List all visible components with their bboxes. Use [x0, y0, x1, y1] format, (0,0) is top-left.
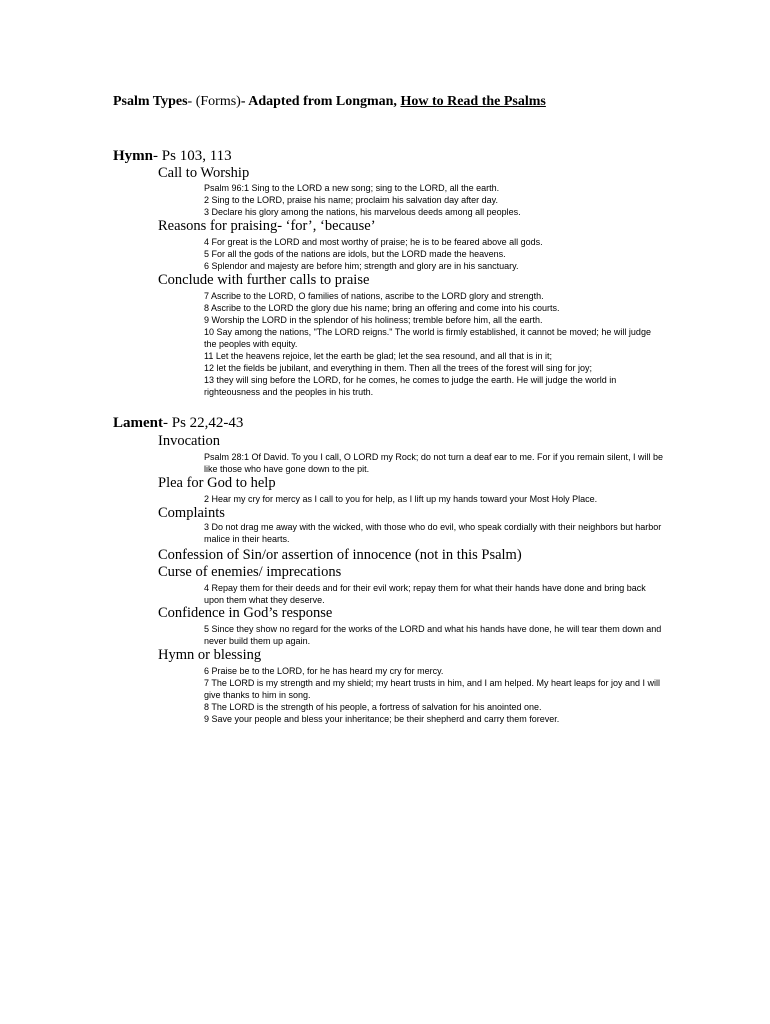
verse-text: [204, 182, 664, 218]
verse-line: 2 Sing to the LORD, praise his name; proclaim his salvation day after day.: [204, 195, 498, 205]
verse-line: Psalm 28:1 Of David. To you I call, O LORD my Rock; do not turn a deaf ear to me. For if you remain silent, I will be like those who have gone down to the pit.: [204, 452, 664, 474]
verse-line: 5 For all the gods of the nations are idols, but the LORD made the heavens.: [204, 249, 506, 259]
title-forms: (Forms): [195, 94, 241, 109]
lament-label: Lament: [113, 415, 163, 431]
verse-line: 4 Repay them for their deeds and for their evil work; repay them for what their hands have done and bring back upon them what they deserve.: [204, 583, 646, 605]
verse-text: [204, 521, 664, 545]
lament-section-heading: Confession of Sin/or assertion of innocence (not in this Psalm): [158, 547, 522, 563]
lament-refs: - Ps 22,42-43: [163, 415, 244, 431]
hymn-heading: [113, 148, 232, 165]
title-adapted: - Adapted from Longman,: [240, 94, 401, 109]
lament-section-heading: Invocation: [158, 433, 221, 449]
verse-line: 11 Let the heavens rejoice, let the earth be glad; let the sea resound, and all that is in it;: [204, 351, 553, 361]
verse-text: [204, 236, 664, 272]
verse-text: [204, 290, 664, 398]
verse-line: 4 For great is the LORD and most worthy of praise; he is to be feared above all gods.: [204, 237, 543, 247]
verse-line: 3 Declare his glory among the nations, his marvelous deeds among all peoples.: [204, 207, 521, 217]
verse-line: 13 they will sing before the LORD, for he comes, he comes to judge the earth. He will judge the world in righteousness and the peoples in his truth.: [204, 375, 617, 397]
document-title: [113, 94, 546, 110]
verse-text: [204, 665, 664, 725]
verse-line: 12 let the fields be jubilant, and everything in them. Then all the trees of the forest will sing for joy;: [204, 363, 593, 373]
verse-line: 9 Save your people and bless your inheritance; be their shepherd and carry them forever.: [204, 714, 560, 724]
verse-line: 9 Worship the LORD in the splendor of his holiness; tremble before him, all the earth.: [204, 315, 543, 325]
verse-line: 2 Hear my cry for mercy as I call to you for help, as I lift up my hands toward your Most Holy Place.: [204, 494, 598, 504]
lament-section-heading: Complaints: [158, 505, 225, 521]
verse-text: [204, 451, 664, 475]
hymn-section-heading: Conclude with further calls to praise: [158, 272, 370, 288]
verse-line: 7 Ascribe to the LORD, O families of nations, ascribe to the LORD glory and strength.: [204, 291, 544, 301]
lament-section-heading: Confidence in God’s response: [158, 605, 333, 621]
verse-line: 5 Since they show no regard for the works of the LORD and what his hands have done, he will tear them down and never build them up again.: [204, 624, 662, 646]
hymn-label: Hymn: [113, 148, 154, 164]
title-main: Psalm Types: [113, 94, 188, 109]
verse-line: 6 Splendor and majesty are before him; strength and glory are in his sanctuary.: [204, 261, 519, 271]
lament-section-heading: Plea for God to help: [158, 475, 276, 491]
lament-heading: [113, 415, 243, 432]
lament-section-heading: Hymn or blessing: [158, 647, 262, 663]
verse-line: 3 Do not drag me away with the wicked, with those who do evil, who speak cordially with their neighbors but harbor malice in their hearts.: [204, 522, 662, 544]
title-sep: -: [187, 94, 196, 109]
title-book: How to Read the Psalms: [400, 94, 546, 109]
verse-line: 10 Say among the nations, "The LORD reigns." The world is firmly established, it cannot be moved; he will judge the peoples with equity.: [204, 327, 651, 349]
verse-line: 8 Ascribe to the LORD the glory due his name; bring an offering and come into his courts.: [204, 303, 560, 313]
verse-line: 7 The LORD is my strength and my shield; my heart trusts in him, and I am helped. My heart leaps for joy and I will give thanks to him in song.: [204, 678, 661, 700]
lament-section-heading: Curse of enemies/ imprecations: [158, 564, 342, 580]
verse-line: 6 Praise be to the LORD, for he has heard my cry for mercy.: [204, 666, 444, 676]
hymn-refs: - Ps 103, 113: [153, 148, 232, 164]
verse-text: [204, 493, 664, 505]
hymn-section-heading: Reasons for praising- ‘for’, ‘because’: [158, 218, 376, 234]
verse-text: [204, 623, 664, 647]
verse-line: Psalm 96:1 Sing to the LORD a new song; sing to the LORD, all the earth.: [204, 183, 500, 193]
hymn-section-heading: Call to Worship: [158, 165, 250, 181]
verse-line: 8 The LORD is the strength of his people, a fortress of salvation for his anointed one.: [204, 702, 542, 712]
verse-text: [204, 582, 664, 606]
